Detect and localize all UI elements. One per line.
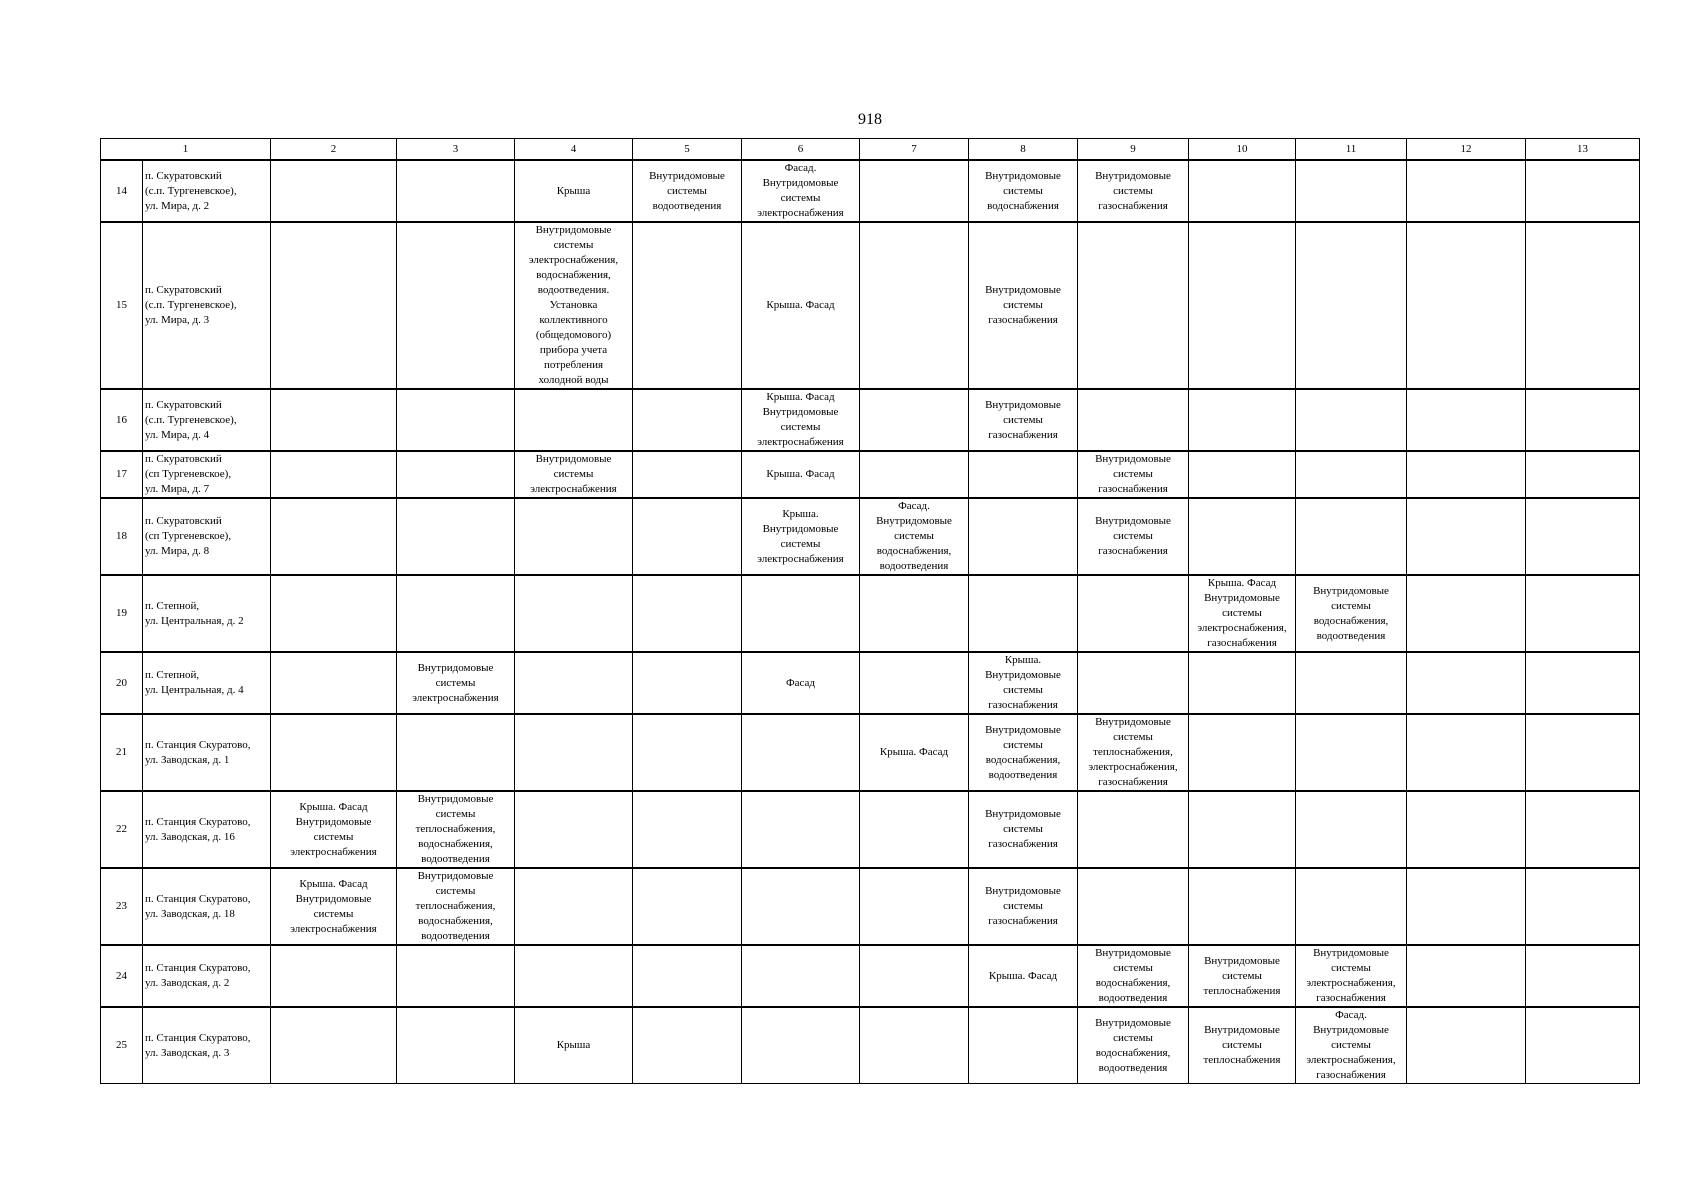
- work-cell-col-6: Крыша. Фасад Внутридомовые системы электроснабжения: [742, 389, 860, 451]
- work-cell-col-12: [1407, 945, 1526, 1007]
- table-body: [101, 160, 1640, 1084]
- work-cell-col-6: [742, 868, 860, 945]
- row-number: 15: [101, 222, 143, 389]
- work-cell-col-9: [1078, 222, 1189, 389]
- work-cell-col-13: [1526, 1007, 1640, 1084]
- table-header: [101, 139, 1640, 161]
- work-cell-col-3: Внутридомовые системы теплоснабжения, водоснабжения, водоотведения: [397, 791, 515, 868]
- work-cell-col-12: [1407, 1007, 1526, 1084]
- work-cell-col-3: [397, 498, 515, 575]
- work-cell-col-2: Крыша. Фасад Внутридомовые системы электроснабжения: [271, 791, 397, 868]
- table-row: [101, 575, 1640, 652]
- work-cell-col-13: [1526, 222, 1640, 389]
- work-cell-col-3: [397, 160, 515, 222]
- work-cell-col-2: [271, 1007, 397, 1084]
- work-cell-col-8: [969, 575, 1078, 652]
- column-header: 1: [101, 139, 271, 161]
- work-cell-col-11: Внутридомовые системы электроснабжения, газоснабжения: [1296, 945, 1407, 1007]
- column-header: 8: [969, 139, 1078, 161]
- column-header: 3: [397, 139, 515, 161]
- work-cell-col-11: [1296, 791, 1407, 868]
- address-cell: п. Скуратовский (с.п. Тургеневское), ул. Мира, д. 3: [143, 222, 271, 389]
- work-cell-col-13: [1526, 389, 1640, 451]
- column-header: 10: [1189, 139, 1296, 161]
- work-cell-col-11: Внутридомовые системы водоснабжения, водоотведения: [1296, 575, 1407, 652]
- row-number: 20: [101, 652, 143, 714]
- work-cell-col-6: Крыша. Фасад: [742, 451, 860, 498]
- work-cell-col-13: [1526, 868, 1640, 945]
- work-cell-col-13: [1526, 791, 1640, 868]
- work-cell-col-6: Фасад. Внутридомовые системы электроснабжения: [742, 160, 860, 222]
- work-cell-col-2: [271, 160, 397, 222]
- work-cell-col-4: [515, 945, 633, 1007]
- work-cell-col-6: [742, 1007, 860, 1084]
- work-cell-col-4: [515, 652, 633, 714]
- address-cell: п. Станция Скуратово, ул. Заводская, д. 1: [143, 714, 271, 791]
- table-row: [101, 160, 1640, 222]
- work-cell-col-2: [271, 652, 397, 714]
- work-cell-col-9: [1078, 791, 1189, 868]
- work-cell-col-11: [1296, 652, 1407, 714]
- work-cell-col-7: [860, 868, 969, 945]
- work-cell-col-13: [1526, 160, 1640, 222]
- table-row: [101, 791, 1640, 868]
- work-cell-col-5: [633, 451, 742, 498]
- work-cell-col-3: Внутридомовые системы теплоснабжения, водоснабжения, водоотведения: [397, 868, 515, 945]
- column-header: 12: [1407, 139, 1526, 161]
- work-cell-col-7: [860, 791, 969, 868]
- work-cell-col-8: [969, 1007, 1078, 1084]
- work-cell-col-4: [515, 791, 633, 868]
- column-header: 2: [271, 139, 397, 161]
- row-number: 25: [101, 1007, 143, 1084]
- work-cell-col-2: [271, 714, 397, 791]
- column-number-row: [101, 139, 1640, 161]
- work-cell-col-2: [271, 389, 397, 451]
- work-cell-col-4: Внутридомовые системы электроснабжения, водоснабжения, водоотведения. Установка коллективного (общедомового) прибора учета потребления холодной воды: [515, 222, 633, 389]
- page-number: 918: [858, 111, 882, 128]
- work-cell-col-5: Внутридомовые системы водоотведения: [633, 160, 742, 222]
- work-cell-col-10: Внутридомовые системы теплоснабжения: [1189, 945, 1296, 1007]
- work-cell-col-5: [633, 498, 742, 575]
- work-cell-col-13: [1526, 451, 1640, 498]
- work-cell-col-4: Внутридомовые системы электроснабжения: [515, 451, 633, 498]
- work-cell-col-12: [1407, 222, 1526, 389]
- row-number: 19: [101, 575, 143, 652]
- work-cell-col-11: [1296, 389, 1407, 451]
- work-cell-col-3: [397, 575, 515, 652]
- work-cell-col-9: [1078, 868, 1189, 945]
- column-header: 4: [515, 139, 633, 161]
- work-cell-col-6: [742, 791, 860, 868]
- work-cell-col-10: Крыша. Фасад Внутридомовые системы электроснабжения, газоснабжения: [1189, 575, 1296, 652]
- address-cell: п. Станция Скуратово, ул. Заводская, д. 3: [143, 1007, 271, 1084]
- row-number: 24: [101, 945, 143, 1007]
- row-number: 16: [101, 389, 143, 451]
- work-cell-col-12: [1407, 451, 1526, 498]
- work-cell-col-5: [633, 652, 742, 714]
- work-cell-col-8: Внутридомовые системы газоснабжения: [969, 868, 1078, 945]
- work-cell-col-11: Фасад. Внутридомовые системы электроснабжения, газоснабжения: [1296, 1007, 1407, 1084]
- column-header: 9: [1078, 139, 1189, 161]
- work-cell-col-3: [397, 1007, 515, 1084]
- column-header: 6: [742, 139, 860, 161]
- work-cell-col-5: [633, 389, 742, 451]
- work-cell-col-13: [1526, 575, 1640, 652]
- work-cell-col-10: Внутридомовые системы теплоснабжения: [1189, 1007, 1296, 1084]
- work-cell-col-11: [1296, 160, 1407, 222]
- work-cell-col-3: [397, 451, 515, 498]
- table-row: [101, 652, 1640, 714]
- work-cell-col-8: Внутридомовые системы водоснабжения, водоотведения: [969, 714, 1078, 791]
- table-row: [101, 222, 1640, 389]
- work-cell-col-8: Внутридомовые системы водоснабжения: [969, 160, 1078, 222]
- work-cell-col-7: [860, 652, 969, 714]
- work-cell-col-13: [1526, 498, 1640, 575]
- work-cell-col-11: [1296, 868, 1407, 945]
- work-cell-col-12: [1407, 575, 1526, 652]
- work-cell-col-6: Крыша. Внутридомовые системы электроснабжения: [742, 498, 860, 575]
- work-cell-col-6: Фасад: [742, 652, 860, 714]
- work-cell-col-7: [860, 1007, 969, 1084]
- work-cell-col-12: [1407, 868, 1526, 945]
- work-cell-col-7: [860, 945, 969, 1007]
- row-number: 14: [101, 160, 143, 222]
- work-cell-col-10: [1189, 791, 1296, 868]
- address-cell: п. Скуратовский (с.п. Тургеневское), ул. Мира, д. 2: [143, 160, 271, 222]
- work-cell-col-12: [1407, 160, 1526, 222]
- work-cell-col-3: [397, 389, 515, 451]
- work-cell-col-10: [1189, 160, 1296, 222]
- table-row: [101, 714, 1640, 791]
- work-cell-col-11: [1296, 451, 1407, 498]
- table-row: [101, 498, 1640, 575]
- work-cell-col-12: [1407, 652, 1526, 714]
- work-cell-col-8: Внутридомовые системы газоснабжения: [969, 791, 1078, 868]
- work-cell-col-6: [742, 945, 860, 1007]
- table-row: [101, 1007, 1640, 1084]
- work-cell-col-8: [969, 451, 1078, 498]
- work-cell-col-9: Внутридомовые системы теплоснабжения, электроснабжения, газоснабжения: [1078, 714, 1189, 791]
- row-number: 22: [101, 791, 143, 868]
- column-header: 7: [860, 139, 969, 161]
- address-cell: п. Станция Скуратово, ул. Заводская, д. 2: [143, 945, 271, 1007]
- work-cell-col-12: [1407, 498, 1526, 575]
- column-header: 11: [1296, 139, 1407, 161]
- work-cell-col-5: [633, 1007, 742, 1084]
- work-cell-col-7: [860, 389, 969, 451]
- work-cell-col-7: [860, 222, 969, 389]
- work-cell-col-10: [1189, 714, 1296, 791]
- work-cell-col-9: [1078, 389, 1189, 451]
- work-cell-col-2: [271, 498, 397, 575]
- work-cell-col-13: [1526, 714, 1640, 791]
- address-cell: п. Станция Скуратово, ул. Заводская, д. 18: [143, 868, 271, 945]
- work-cell-col-11: [1296, 498, 1407, 575]
- work-cell-col-10: [1189, 389, 1296, 451]
- work-cell-col-4: Крыша: [515, 160, 633, 222]
- address-cell: п. Станция Скуратово, ул. Заводская, д. 16: [143, 791, 271, 868]
- work-cell-col-7: [860, 160, 969, 222]
- repair-schedule-table: [100, 138, 1640, 1084]
- column-header: 5: [633, 139, 742, 161]
- work-cell-col-5: [633, 222, 742, 389]
- work-cell-col-8: Крыша. Фасад: [969, 945, 1078, 1007]
- work-cell-col-10: [1189, 868, 1296, 945]
- work-cell-col-13: [1526, 945, 1640, 1007]
- work-cell-col-6: [742, 575, 860, 652]
- table-row: [101, 868, 1640, 945]
- table-row: [101, 945, 1640, 1007]
- work-cell-col-10: [1189, 652, 1296, 714]
- work-cell-col-8: Крыша. Внутридомовые системы газоснабжения: [969, 652, 1078, 714]
- work-cell-col-3: [397, 714, 515, 791]
- work-cell-col-8: Внутридомовые системы газоснабжения: [969, 389, 1078, 451]
- work-cell-col-8: Внутридомовые системы газоснабжения: [969, 222, 1078, 389]
- work-cell-col-9: Внутридомовые системы водоснабжения, водоотведения: [1078, 1007, 1189, 1084]
- column-header: 13: [1526, 139, 1640, 161]
- work-cell-col-12: [1407, 791, 1526, 868]
- work-cell-col-9: Внутридомовые системы газоснабжения: [1078, 451, 1189, 498]
- work-cell-col-7: Крыша. Фасад: [860, 714, 969, 791]
- work-cell-col-4: [515, 389, 633, 451]
- work-cell-col-2: [271, 451, 397, 498]
- work-cell-col-9: Внутридомовые системы газоснабжения: [1078, 160, 1189, 222]
- row-number: 17: [101, 451, 143, 498]
- work-cell-col-5: [633, 714, 742, 791]
- work-cell-col-6: Крыша. Фасад: [742, 222, 860, 389]
- work-cell-col-11: [1296, 222, 1407, 389]
- work-cell-col-12: [1407, 714, 1526, 791]
- address-cell: п. Скуратовский (с.п. Тургеневское), ул. Мира, д. 4: [143, 389, 271, 451]
- work-cell-col-8: [969, 498, 1078, 575]
- work-cell-col-7: [860, 575, 969, 652]
- work-cell-col-3: Внутридомовые системы электроснабжения: [397, 652, 515, 714]
- work-cell-col-10: [1189, 451, 1296, 498]
- address-cell: п. Степной, ул. Центральная, д. 2: [143, 575, 271, 652]
- address-cell: п. Скуратовский (сп Тургеневское), ул. Мира, д. 8: [143, 498, 271, 575]
- work-cell-col-7: [860, 451, 969, 498]
- row-number: 21: [101, 714, 143, 791]
- work-cell-col-3: [397, 945, 515, 1007]
- work-cell-col-4: Крыша: [515, 1007, 633, 1084]
- address-cell: п. Скуратовский (сп Тургеневское), ул. Мира, д. 7: [143, 451, 271, 498]
- work-cell-col-6: [742, 714, 860, 791]
- work-cell-col-4: [515, 714, 633, 791]
- work-cell-col-4: [515, 868, 633, 945]
- work-cell-col-13: [1526, 652, 1640, 714]
- work-cell-col-4: [515, 498, 633, 575]
- work-cell-col-9: Внутридомовые системы водоснабжения, водоотведения: [1078, 945, 1189, 1007]
- work-cell-col-9: [1078, 652, 1189, 714]
- work-cell-col-9: [1078, 575, 1189, 652]
- work-cell-col-4: [515, 575, 633, 652]
- work-cell-col-9: Внутридомовые системы газоснабжения: [1078, 498, 1189, 575]
- table-row: [101, 389, 1640, 451]
- work-cell-col-10: [1189, 222, 1296, 389]
- work-cell-col-10: [1189, 498, 1296, 575]
- work-cell-col-3: [397, 222, 515, 389]
- work-cell-col-5: [633, 868, 742, 945]
- address-cell: п. Степной, ул. Центральная, д. 4: [143, 652, 271, 714]
- table-row: [101, 451, 1640, 498]
- work-cell-col-5: [633, 791, 742, 868]
- work-cell-col-2: [271, 575, 397, 652]
- work-cell-col-2: [271, 945, 397, 1007]
- row-number: 18: [101, 498, 143, 575]
- work-cell-col-11: [1296, 714, 1407, 791]
- work-cell-col-7: Фасад. Внутридомовые системы водоснабжения, водоотведения: [860, 498, 969, 575]
- row-number: 23: [101, 868, 143, 945]
- work-cell-col-2: [271, 222, 397, 389]
- work-cell-col-12: [1407, 389, 1526, 451]
- work-cell-col-5: [633, 575, 742, 652]
- work-cell-col-2: Крыша. Фасад Внутридомовые системы электроснабжения: [271, 868, 397, 945]
- work-cell-col-5: [633, 945, 742, 1007]
